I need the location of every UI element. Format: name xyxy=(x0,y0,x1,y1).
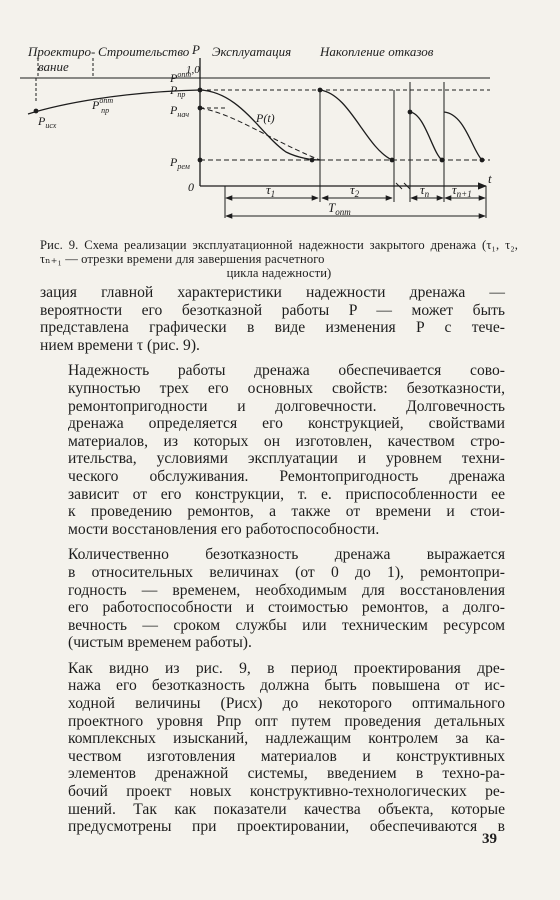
text-line: мости восстановления его работоспособности. xyxy=(68,520,380,538)
level-p-rem-label: $P_{рем}$ xyxy=(170,155,190,171)
curve-pt-label: P(t) xyxy=(256,111,275,125)
text-line: чеством изготовления материалов и конструктивных xyxy=(68,747,505,765)
point-cn1-end xyxy=(480,158,485,163)
text-line: годность — временем, необходимым для восстановления xyxy=(68,581,505,599)
text-line: (чистым временем работы). xyxy=(68,634,252,652)
point-p-isx xyxy=(34,109,39,114)
decay-curve-n1 xyxy=(444,112,482,160)
caption-line-2: дренажа (τ₁, τ₂, τₙ₊₁ — отрезки времени для завершения расчетного xyxy=(40,238,518,266)
point-p-rem xyxy=(198,158,203,163)
taun-label: $\tau_n$ xyxy=(420,182,430,199)
figure-caption xyxy=(40,238,518,280)
reliability-diagram xyxy=(20,42,520,232)
text-line: зависит от его конструкции, т. е. приспособленности ее xyxy=(68,485,505,503)
tau2-label: $\tau_2$ xyxy=(350,182,360,199)
axis-t-label: t xyxy=(488,171,492,186)
axis-p-label: P xyxy=(192,42,200,57)
level-p-pr-label: $P_{пр}$ xyxy=(170,83,186,99)
text-line: ительства, условиями эксплуатации и уровнем техни- xyxy=(68,450,505,468)
text-line: в относительных величинах (от 0 до 1), ремонтопри- xyxy=(68,563,505,581)
phase-design-label-2: вание xyxy=(38,59,69,74)
paragraph-4 xyxy=(40,660,505,836)
text-line: вероятности его безотказной работы P — может быть xyxy=(40,301,505,319)
text-line: шений. Так как показатели качества объекта, которые xyxy=(68,800,505,818)
text-line: проектного уровня Pпр опт путем проведения детальных xyxy=(68,712,505,730)
text-line: зация главной характеристики надежности дренажа — xyxy=(40,284,505,301)
text-line: вечность — сроком службы или техническим ресурсом xyxy=(68,616,505,634)
text-line: ходной величины (Pисх) до некоторого оптимального xyxy=(68,695,505,713)
decay-curve-2 xyxy=(320,90,392,160)
taun1-label: $\tau_{n+1}$ xyxy=(452,182,472,199)
text-line: элементов дренажной системы, введением в техно-ра- xyxy=(68,765,505,783)
tau1-label: $\tau_1$ xyxy=(266,182,276,199)
phase-operation-label: Эксплуатация xyxy=(212,44,292,59)
text-line: нием времени τ (рис. 9). xyxy=(40,336,200,354)
axis-one-label: 1,0 xyxy=(186,64,200,76)
curve-p-isx-label: $P_{исх}$ xyxy=(38,114,57,130)
page-number: 39 xyxy=(482,831,497,847)
text-line: ремонтопригодности и долговечности. Долговечность xyxy=(68,397,505,415)
level-p-nach-label: $P_{нач}$ xyxy=(170,103,190,119)
text-line: предусмотрены при проектировании, обеспечиваются в xyxy=(68,818,505,836)
phase-failure-accum-label: Накопление отказов xyxy=(320,44,434,59)
paragraph-2 xyxy=(40,362,505,538)
decay-curve-n xyxy=(410,112,442,160)
caption-line-3: цикла надежности) xyxy=(226,266,332,280)
text-line: материалов, из которых он изготовлен, качеством стро- xyxy=(68,432,505,450)
paragraph-3 xyxy=(40,546,505,652)
phase-design-label: Проектиро- xyxy=(28,44,96,59)
text-line: его работоспособности и стоимостью ремонтов, а долго- xyxy=(68,599,505,617)
phase-construction-label: Строительство xyxy=(98,44,190,59)
text-line: представлена графически в виде изменения P с тече- xyxy=(40,319,505,337)
text-line: ческого обслуживания. Ремонтопригодность дренажа xyxy=(68,467,505,485)
text-line: комплексных изысканий, надлежащим контролем за ка- xyxy=(68,730,505,748)
point-c1-end xyxy=(310,158,315,163)
text-line: к проведению ремонтов, а также от времени и стои- xyxy=(68,503,505,521)
paragraph-1 xyxy=(40,284,505,354)
text-line: Количественно безотказность дренажа выражается xyxy=(68,546,505,564)
text-line: бочий проект новых конструктивно-технологических ре- xyxy=(68,783,505,801)
curve-p-pr-opt-label: $P^{опт}$ пр xyxy=(92,96,114,115)
topt-label: $T_{опт}$ xyxy=(328,200,351,217)
text-line: Как видно из рис. 9, в период проектирования дре- xyxy=(68,659,505,677)
caption-line-1: Рис. 9. Схема реализации эксплуатационной надежности закрытого xyxy=(40,238,425,252)
body-text xyxy=(40,284,505,836)
axis-zero-label: 0 xyxy=(188,180,194,194)
text-line: дренажа определяется его конструкцией, свойствами xyxy=(68,415,505,433)
text-line: купностью трех его основных свойств: безотказности, xyxy=(68,379,505,397)
level-p-opt-label: $P^{опт}$ xyxy=(170,70,192,85)
text-line: Надежность работы дренажа обеспечивается сово- xyxy=(68,362,505,380)
decay-curve-1 xyxy=(200,90,320,160)
text-line: нажа его безотказность должна быть повышена от ис- xyxy=(68,677,505,695)
